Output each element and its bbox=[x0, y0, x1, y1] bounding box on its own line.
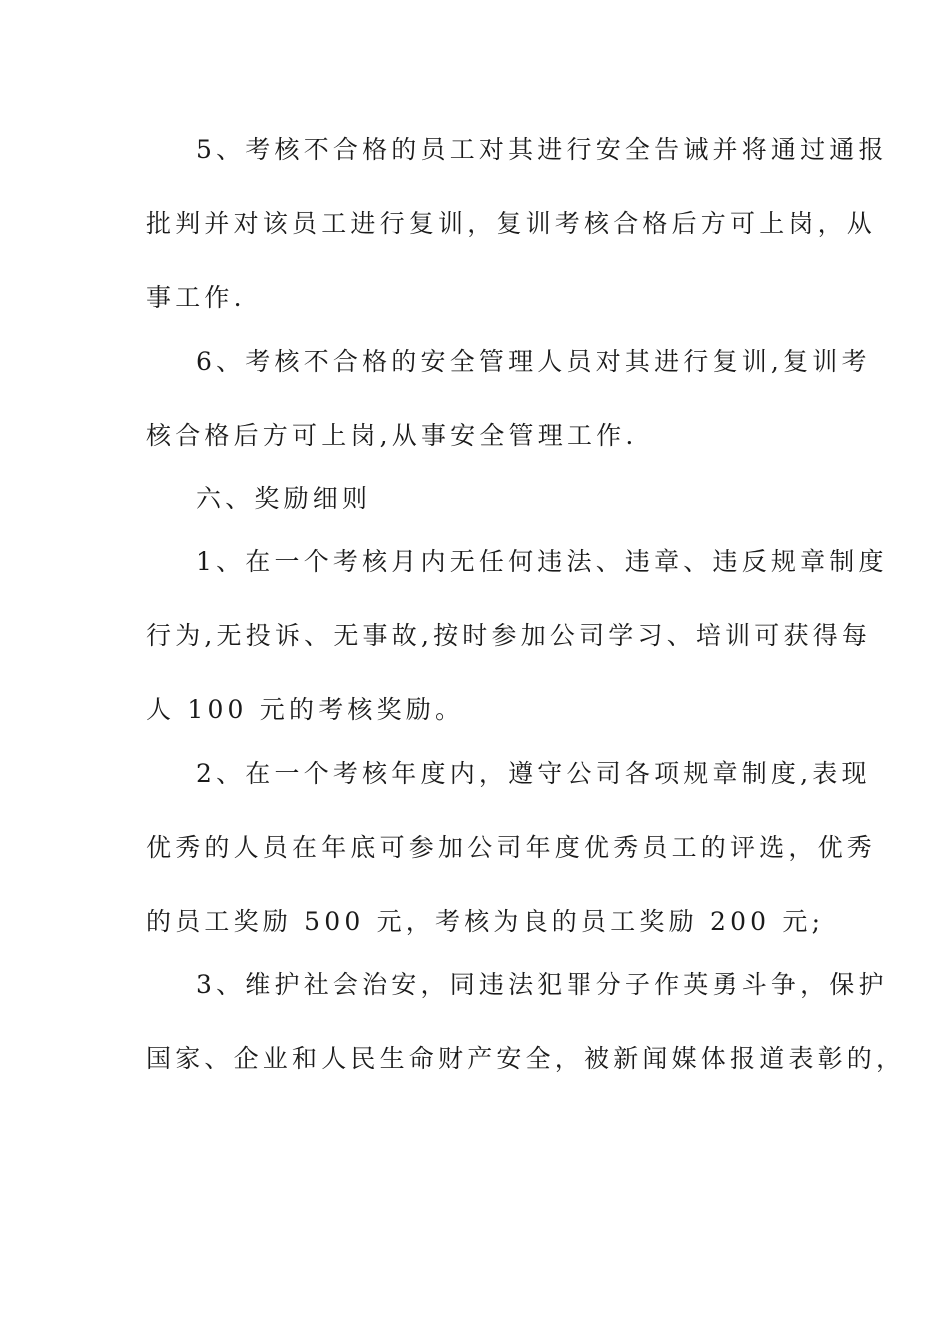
paragraph-6-line-2: 核合格后方可上岗,从事安全管理工作. bbox=[146, 421, 638, 450]
section-heading-rewards: 六、奖励细则 bbox=[196, 484, 372, 513]
reward-3-line-1: 3、维护社会治安，同违法犯罪分子作英勇斗争，保护 bbox=[196, 970, 888, 999]
paragraph-5-line-3: 事工作. bbox=[146, 283, 246, 312]
reward-1-line-1: 1、在一个考核月内无任何违法、违章、违反规章制度 bbox=[196, 547, 888, 576]
reward-3-line-2: 国家、企业和人民生命财产安全，被新闻媒体报道表彰的， bbox=[146, 1044, 906, 1073]
paragraph-5-line-2: 批判并对该员工进行复训，复训考核合格后方可上岗，从 bbox=[146, 209, 877, 238]
reward-2-line-2: 优秀的人员在年底可参加公司年度优秀员工的评选，优秀 bbox=[146, 833, 877, 862]
reward-1-line-2: 行为,无投诉、无事故,按时参加公司学习、培训可获得每 bbox=[146, 621, 872, 650]
reward-1-line-3: 人 100 元的考核奖励。 bbox=[146, 695, 465, 724]
reward-2-line-3: 的员工奖励 500 元，考核为良的员工奖励 200 元; bbox=[146, 907, 825, 936]
paragraph-5-line-1: 5、考核不合格的员工对其进行安全告诫并将通过通报 bbox=[196, 135, 888, 164]
paragraph-6-line-1: 6、考核不合格的安全管理人员对其进行复训,复训考 bbox=[196, 347, 871, 376]
reward-2-line-1: 2、在一个考核年度内，遵守公司各项规章制度,表现 bbox=[196, 759, 871, 788]
